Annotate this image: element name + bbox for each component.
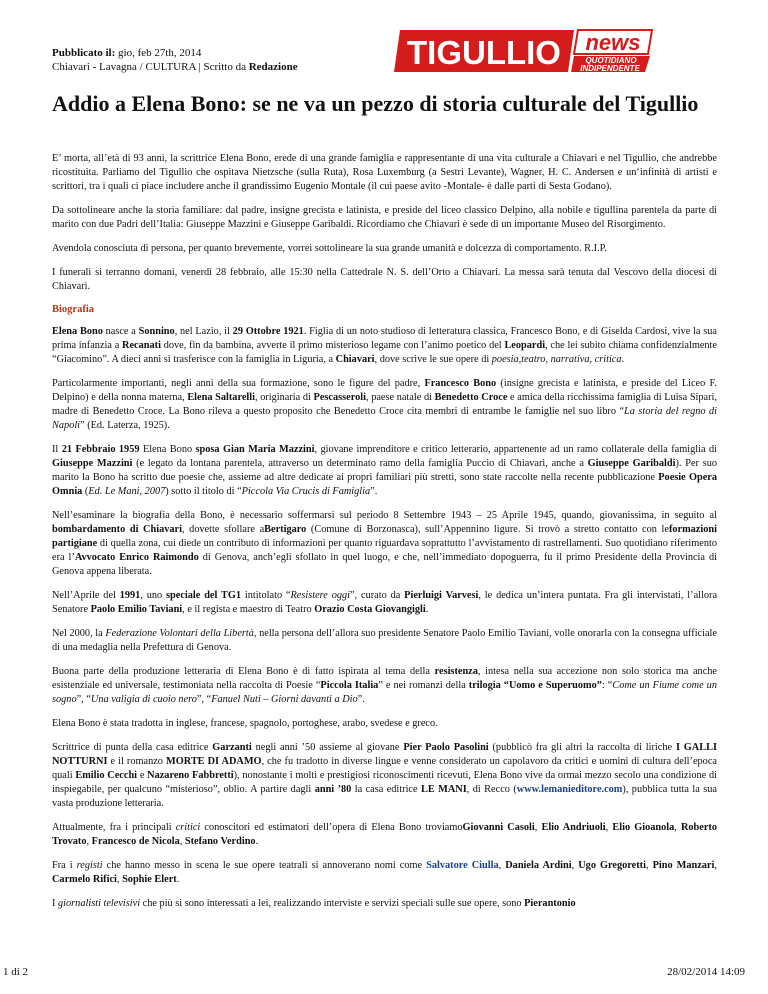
bio-text: , (645, 860, 653, 871)
bio-text: ) sotto il titolo di “ (165, 486, 242, 497)
bio-text: ” (Ed. Laterza, 1925). (80, 420, 170, 431)
bio-text: . Figlia di un noto studioso di letteratura classica, Francesco Bono, e di Giselda Cardosi, vive la sua prima infanzia a (52, 326, 717, 351)
bio-text: MORTE DI ADAMO (166, 756, 262, 767)
bio-text: Il (52, 444, 62, 455)
tigullio-news-logo[interactable] (392, 28, 654, 74)
bio-text: negli anni ’50 assieme al giovane (251, 742, 404, 753)
bio-text: Giuseppe Garibaldi (587, 458, 676, 469)
bio-text: . (621, 354, 625, 365)
bio-text: Orazio Costa Giovangigli (314, 604, 426, 615)
bio-text: , dove scrive le sue opere di (374, 354, 492, 365)
bio-text: , (498, 860, 506, 871)
bio-text: ( (82, 486, 89, 497)
category-line (52, 60, 298, 74)
bio-text: Buona parte della produzione letteraria di Elena Bono è di fatto ispirata al tema della (52, 666, 435, 677)
bio-text: Chiavari (335, 354, 375, 365)
bio-text: ”, “ (76, 694, 91, 705)
bio-text: Paolo Emilio Taviani (90, 604, 183, 615)
bio-text: e (137, 770, 148, 781)
bio-text: 29 Ottobre 1921 (232, 326, 304, 337)
intro-paragraph: Da sottolineare anche la storia familiare: dal padre, insigne grecista e latinista, e preside del liceo classico Delpino, alla nobile e tigullina parentela da parte di marito con due Padri dell’Italia: Giuseppe Mazzini e Giuseppe Garibaldi. Ricordiamo che Chiavari è sede di un importante Museo del Risorgimento. (52, 205, 717, 230)
bio-text: Leopardi (504, 340, 546, 351)
bio-text: Fra i (52, 860, 77, 871)
bio-paragraph (52, 665, 717, 707)
bio-text: Piccola Via Crucis di Famiglia (241, 486, 371, 497)
bio-text: Carmelo Rifici (52, 874, 117, 885)
bio-text: , (534, 822, 542, 833)
bio-text: Elena Bono è stata tradotta in inglese, francese, spagnolo, portoghese, arabo, svedese e greco. (52, 718, 438, 729)
logo-news-text: news (585, 30, 641, 55)
bio-text: Piccola Italia (320, 680, 379, 691)
bio-text: trilogia “Uomo e Superuomo” (468, 680, 602, 691)
bio-text: Attualmente, fra i principali (52, 822, 176, 833)
publish-line (52, 46, 298, 60)
bio-text: , (714, 860, 717, 871)
bio-text: Nell’Aprile del (52, 590, 120, 601)
bio-text: , (86, 836, 92, 847)
written-by-prefix: Scritto da (203, 61, 246, 73)
bio-text: ), pubblica tutta la sua vasta produzione letteraria. (52, 784, 717, 809)
bio-text: formazioni partigiane (52, 524, 717, 549)
bio-text: (Comune di Borzonasca), sull’Appennino ligure. Si trovò a stretto contatto con le (306, 524, 669, 535)
bio-text: giornalisti televisivi (58, 898, 141, 909)
logo-sub1-text: QUOTIDIANO (585, 56, 637, 65)
bio-text: , le dedica un’intera puntata. Fra gli intervistati, l’allora Senatore (52, 590, 718, 615)
bio-text: ). Per suo marito la Bono ha scritto due poesie che, assieme ad altre dedicate ai propri familiari più stretti, sono state raccolte nella recente pubblicazione (52, 458, 718, 483)
bio-paragraph (52, 377, 717, 433)
bio-text: , di Recco ( (466, 784, 517, 795)
bio-paragraph (52, 325, 717, 367)
bio-text: Pescasseroli (313, 392, 366, 403)
bio-text: Nel 2000, la (52, 628, 106, 639)
bio-text: Particolarmente importanti, negli anni della sua formazione, sono le figure del padre, (52, 378, 425, 389)
bio-text: , (179, 836, 185, 847)
bio-paragraph (52, 859, 717, 887)
bio-text: Francesco Bono (424, 378, 497, 389)
bio-text: , paese natale di (365, 392, 435, 403)
bio-text: sposa Gian Maria Mazzini (195, 444, 315, 455)
bio-text: poesia,teatro, narrativa, critica (491, 354, 622, 365)
bio-text: ”, curato da (350, 590, 405, 601)
bio-paragraph (52, 589, 717, 617)
article-meta (52, 46, 298, 74)
bio-text: resistenza (434, 666, 478, 677)
bio-text: , che fu tradotto in diverse lingue e venne considerato un capolavoro da critici e uomini di cultura dell’epoca quali (52, 756, 717, 781)
bio-paragraph (52, 443, 717, 499)
bio-text: I GALLI NOTTURNI (52, 742, 717, 767)
author-name[interactable]: Redazione (248, 61, 298, 73)
bio-text: , e il regista e maestro di Teatro (182, 604, 315, 615)
bio-text: Elena Saltarelli (187, 392, 255, 403)
bio-text: Giuseppe Mazzini (52, 458, 133, 469)
bio-text: Benedetto Croce (434, 392, 508, 403)
bio-text: , nel Lazio, il (174, 326, 233, 337)
bio-text: Resistere oggi (290, 590, 351, 601)
bio-text: , (605, 822, 613, 833)
bio-paragraph (52, 509, 717, 579)
article-body (52, 152, 717, 921)
logo-main-text: TIGULLIO (407, 34, 561, 71)
bio-text: Bertigaro (264, 524, 307, 535)
bio-text: Pierantonio (524, 898, 576, 909)
bio-text: conoscitori ed estimatori dell’opera di Elena Bono troviamo (200, 822, 463, 833)
bio-text: e il romanzo (107, 756, 167, 767)
published-date: gio, feb 27th, 2014 (118, 47, 202, 59)
bio-text: speciale del TG1 (166, 590, 242, 601)
publisher-website-link[interactable]: www.lemanieditore.com (516, 784, 623, 795)
bio-text: Stefano Verdino (184, 836, 256, 847)
bio-text: ”. (370, 486, 378, 497)
bio-text: , nella persona dell’allora suo presidente Senatore Paolo Emilio Taviani, volle onorarla con la consegna ufficiale di una medaglia nella Prefettura di Genova. (52, 628, 717, 653)
bio-text: Ugo Gregoretti (578, 860, 646, 871)
bio-text: (e legato da lontana parentela, attraverso un determinato ramo della famiglia Puccio di Chiavari, anche a (132, 458, 588, 469)
bio-text: Garzanti (212, 742, 252, 753)
bio-text: di quella zona, cui diede un contributo di informazioni per quanto riguardava soprattutto l’avvistamento di rastrellamenti. Suo quotidiano riferimento era l’ (52, 538, 717, 563)
bio-text: Pino Manzari (652, 860, 715, 871)
page-number: 1 di 2 (3, 966, 29, 978)
bio-text: Federazione Volontari della Libertà (105, 628, 254, 639)
bio-text: La storia del regno di Napoli (52, 406, 717, 431)
bio-text: I (52, 898, 59, 909)
bio-text: Pier Paolo Pasolini (403, 742, 489, 753)
bio-text: ”, “ (196, 694, 212, 705)
bio-text: Nazareno Fabbretti (147, 770, 234, 781)
bio-text: , che lei subito chiama confidenzialmente “Giacomino”. A dieci anni si trasferisce con la famiglia in Liguria, a (52, 340, 717, 365)
bio-text: Giovanni Casoli (462, 822, 535, 833)
bio-text: . (425, 604, 429, 615)
bio-text: Recanati (122, 340, 161, 351)
bio-text: , (571, 860, 579, 871)
category-breadcrumb[interactable]: Chiavari - Lavagna / CULTURA (52, 61, 196, 73)
bio-text: Elio Gioanola (612, 822, 675, 833)
bio-text: , uno (140, 590, 167, 601)
bio-text: . (255, 836, 259, 847)
published-label: Pubblicato il: (52, 47, 116, 59)
section-heading-biografia: Biografia (52, 304, 94, 315)
bio-text: dove, fin da bambina, avverte il primo misterioso legame con l’animo poetico del (160, 340, 505, 351)
bio-paragraph (52, 741, 717, 811)
bio-text: la casa editrice (351, 784, 421, 795)
bio-text: e amica della ricchissima famiglia di Luisa Sipari, madre di Benedetto Croce. La Bono rileva a questo proposito che Benedetto Croce cita membri di entrambe le famiglie nel suo libro “ (52, 392, 717, 417)
bio-text: Francesco de Nicola (91, 836, 180, 847)
bio-text: Ed. Le Mani, 2007 (88, 486, 166, 497)
bio-text: ”. (357, 694, 365, 705)
bio-text: Elio Andriuoli (541, 822, 606, 833)
bio-text: Una valigia di cuoio nero (90, 694, 197, 705)
bio-text: , (116, 874, 123, 885)
separator: | (198, 61, 201, 73)
bio-text: Avvocato Enrico Raimondo (74, 552, 199, 563)
bio-text: Sonnino (138, 326, 175, 337)
bio-text: , dovette sfollare a (181, 524, 265, 535)
bio-text: Nell’esaminare la biografia della Bono, è necessario soffermarsi sul periodo 8 Settembre 1943 – 25 Aprile 1945, quando, giovanissima, in seguito al (52, 510, 717, 521)
bio-text: . (176, 874, 180, 885)
bio-text: Pierluigi Varvesi (404, 590, 479, 601)
bio-paragraph (52, 627, 717, 655)
bio-text: critici (175, 822, 201, 833)
bio-text: , intesa nella sua accezione non solo storica ma anche esistenziale ed universale, testimoniata nella raccolta di Poesie “ (52, 666, 717, 691)
bio-text: Poesie Opera Omnia (52, 472, 718, 497)
intro-paragraph: Avendola conosciuta di persona, per quanto brevemente, vorrei sottolineare la sua grande umanità e dolcezza di comportamento. R.I.P. (52, 243, 607, 254)
bio-text: 21 Febbraio 1959 (61, 444, 140, 455)
bio-paragraph (52, 821, 717, 849)
bio-text: Come un Fiume come un sogno (52, 680, 717, 705)
bio-text: (pubblicò fra gli altri la raccolta di liriche (488, 742, 676, 753)
print-timestamp: 28/02/2014 14:09 (667, 966, 745, 978)
article-title: Addio a Elena Bono: se ne va un pezzo di storia culturale del Tigullio (52, 91, 699, 116)
bio-text: , originaria di (254, 392, 314, 403)
bio-text: Sophie Elert (122, 874, 177, 885)
bio-text: Emilio Cecchi (75, 770, 138, 781)
bio-text: LE MANI (421, 784, 467, 795)
bio-text: di Genova, anch’egli sfollato in quel luogo, e che, nell’immediato dopoguerra, fu il primo Presidente della Provincia di Genova appena liberata. (52, 552, 717, 577)
bio-text: 1991 (119, 590, 141, 601)
director-link[interactable]: Salvatore Ciulla (426, 860, 499, 871)
bio-text: Elena Bono (139, 444, 196, 455)
bio-text: , (674, 822, 681, 833)
bio-paragraph (52, 717, 717, 731)
logo-sub2-text: INDIPENDENTE (580, 64, 640, 73)
bio-text: bombardamento di Chiavari (52, 524, 182, 535)
bio-text: Fanuel Nuti – Giorni davanti a Dio (211, 694, 358, 705)
bio-text: nasce a (102, 326, 139, 337)
bio-text: registi (76, 860, 103, 871)
bio-text: (insigne grecista e latinista, e preside del Liceo F. Delpino) e della nonna materna, (52, 378, 717, 403)
intro-paragraph: I funerali si terranno domani, venerdì 28 febbraio, alle 15:30 nella Cattedrale N. S. dell’Orto a Chiavari. La messa sarà tenuta dal Vescovo della diocesi di Chiavari. (52, 267, 717, 292)
bio-text: anni ’80 (314, 784, 352, 795)
bio-text: ), nonostante i molti e prestigiosi riconoscimenti ricevuti, Elena Bono vive da ormai mezzo secolo una condizione di inspiegabile, per qualcuno “misterioso”, oblio. A partire dagli (52, 770, 717, 795)
bio-text: Scrittrice di punta della casa editrice (52, 742, 213, 753)
bio-text: , giovane imprenditore e critico letterario, appartenente ad un ramo collaterale della famiglia di (314, 444, 717, 455)
bio-text: Elena Bono (52, 326, 103, 337)
bio-text: che hanno messo in scena le sue opere teatrali si annoverano nomi come (102, 860, 427, 871)
bio-text: ” e nei romanzi della (378, 680, 469, 691)
bio-text: : “ (601, 680, 613, 691)
bio-text: Daniela Ardini (505, 860, 572, 871)
bio-text: intitolato “ (241, 590, 291, 601)
bio-text: Roberto Trovato (52, 822, 717, 847)
intro-paragraph: E’ morta, all’età di 93 anni, la scrittrice Elena Bono, erede di una grande famiglia e rappresentante di una vita culturale a Chiavari e nel Tigullio, che andrebbe ricostituita. Parliamo del Tigullio che ospitava Nietzsche (sulla Ruta), Rosa Luxemburg (a Sestri Levante), Wagner, H. C. Andersen e un‘infinità di artisti e scrittori, tra i quali ci piace includere anche il grandissimo Eugenio Montale (il cui paese avito -Montale- è dalle parti di Sesta Godano). (52, 153, 717, 192)
bio-paragraph (52, 897, 717, 911)
bio-text: che più si sono interessati a lei, realizzando interviste e servizi speciali sulle sue opere, sono (140, 898, 525, 909)
